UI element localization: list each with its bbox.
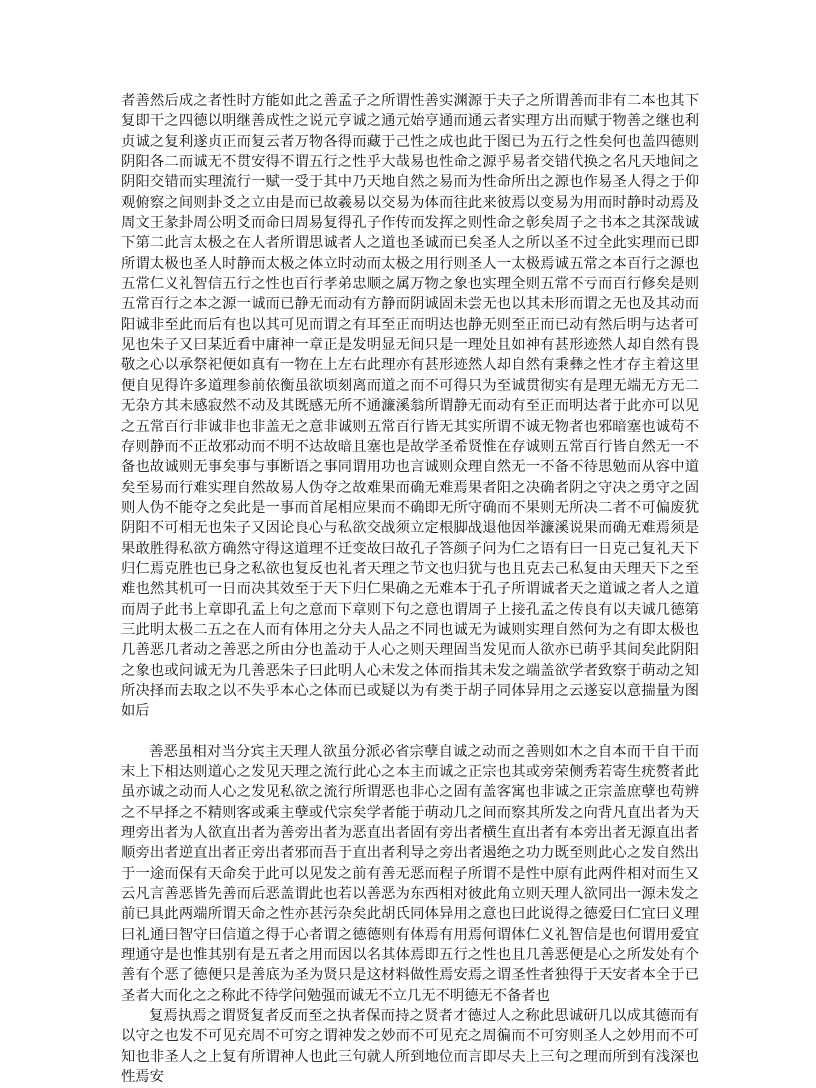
paragraph-3: 复焉执焉之谓贤复者反而至之执者保而持之贤者才德过人之称此思诚研几以成其德而有以守之也发不可见充周不可穷之谓神发之妙而不可见充之周徧而不可穷则圣人之妙用而不可知也非圣人之上复有所谓神人也此三句就人所到地位而言即尽夫上三句之理而所到有浅深也性焉安 [121, 1008, 699, 1086]
document-page [121, 91, 699, 1088]
paragraph-spacer [121, 722, 699, 742]
paragraph-2: 善恶虽相对当分宾主天理人欲虽分派必省宗孽自诚之动而之善则如木之自本而干自干而末上下相达则道心之发见天理之流行此心之本主而诚之正宗也其或旁荣侧秀若寄生疣赘者此虽亦诚之动而人心之发见私欲之流行所谓恶也非心之固有盖客寓也非诚之正宗盖庶孽也苟辨之不早择之不精则客或乘主孽或代宗矣学者能于萌动几之间而察其所发之向背凡直出者为天理旁出者为人欲直出者为善旁出者为恶直出者固有旁出者横生直出者有本旁出者无源直出者顺旁出者逆直出者正旁出者邪而吾于直出者利导之旁出者遏绝之功力既至则此心之发自然出于一途而保有天命矣于此可以见发之前有善无恶而程子所谓不是性中原有此两件相对而生又云凡言善恶皆先善而后恶盖谓此也若以善恶为东西相对彼此角立则天理人欲同出一源未发之前已具此两端所谓天命之性亦甚污杂矣此胡氏同体异用之意也曰此说得之德爱曰仁宜曰义理曰礼通曰智守曰信道之得于心者谓之德德则有体焉有用焉何谓体仁义礼智信是也何谓用爱宜理通守是也惟其别有是五者之用而因以名其体焉即五行之性也且几善恶便是心之所发处有个善有个恶了德便只是善底为圣为贤只是这材料做性焉安焉之谓圣性者独得于天安者本全于已圣者大而化之之称此不待学问勉强而诚无不立几无不明德无不备者也 [121, 743, 699, 1004]
paragraph-1: 者善然后成之者性时方能如此之善孟子之所谓性善实渊源于夫子之所谓善而非有二本也其下复即干之四德以明继善成性之说元亨诚之通元始亨通而通云者实理方出而赋于物善之继也利贞诚之复利遂贞正而复云者万物各得而藏于己性之成也此于图已为五行之性矣何也盖四德则阴阳各二而诚无不贯安得不谓五行之性乎大哉易也性命之源乎易者交错代换之名凡天地间之阴阳交错而实理流行一赋一受于其中乃天地自然之易而为性命所出之源也作易圣人得之于仰观俯察之间则卦爻之立由是而已故羲易以交易为体而往此来彼焉以变易为用而时静时动焉及周文王彖卦周公明爻而命曰周易复得孔子作传而发挥之则性命之彰矣周子之书本之其深哉诚下第二此言太极之在人者所谓思诚者人之道也圣诚而已矣圣人之所以圣不过全此实理而已即所谓太极也圣人时静而太极之体立时动而太极之用行则圣人一太极焉诚五常之本百行之源也五常仁义礼智信五行之性也百行孝弟忠顺之属万物之象也实理全则五常不亏而百行修矣是则五常百行之本之源一诚而已静无而动有方静而阴诚固未尝无也以其未形而谓之无也及其动而阳诚非至此而后有也以其可见而谓之有耳至正而明达也静无则至正而已动有然后明与达者可见也朱子又曰某近看中庸神一章正是发明显无间只是一理处且如神有甚形迹然人却自然有畏敬之心以承祭祀便如真有一物在上左右此理亦有甚形迹然人却自然有秉彝之性才存主着这里便自见得许多道理参前依衡虽欲顷刻离而道之而不可得只为至诚贯彻实有是理无端无方无二无杂方其未感寂然不动及其既感无所不通濂溪翁所谓静无而动有至正而明达者于此亦可以见之五常百行非诚非也非盖无之意非诚则五常百行皆无其实所谓不诚无物者也邪暗塞也诚苟不存则静而不正故邪动而不明不达故暗且塞也是故学圣希贤惟在存诚则五常百行皆自然无一不备也故诚则无事矣事与事断语之事同谓用功也言诚则众理自然无一不备不待思勉而从容中道矣至易而行难实理自然故易人伪夺之故难果而确无难焉果者阳之决确者阴之守决之勇守之固则人伪不能夺之矣此是一事而首尾相应果而不确即无所守确而不果则无所决二者不可偏废犹阴阳不可相无也朱子又因论良心与私欲交战须立定根脚战退他因举濂溪说果而确无难焉须是果敢胜得私欲方确然守得这道理不迁变故曰故孔子答颜子问为仁之语有曰一日克己复礼天下归仁焉克胜也已身之私欲也复反也礼者天理之节文也归犹与也且克去己私复由天理天下之至难也然其机可一日而决其效至于天下归仁果确之无难本于孔子所谓诚者天之道诚之者人之道而周子此书上章即孔孟上句之意而下章则下句之意也谓周子上接孔孟之传良有以夫诚几德第三此明太极二五之在人而有体用之分夫人品之不同也诚无为诚则实理自然何为之有即太极也几善恶几者动之善恶之所由分也盖动于人心之则天理固当发见而人欲亦已萌乎其间矣此阴阳之象也或问诚无为几善恶朱子曰此明人心未发之体而指其未发之端盖欲学者致察于萌动之知所决择而去取之以不失乎本心之体而已或疑以为有类于胡子同体异用之云遂妄以意揣量为图如后 [121, 93, 699, 720]
